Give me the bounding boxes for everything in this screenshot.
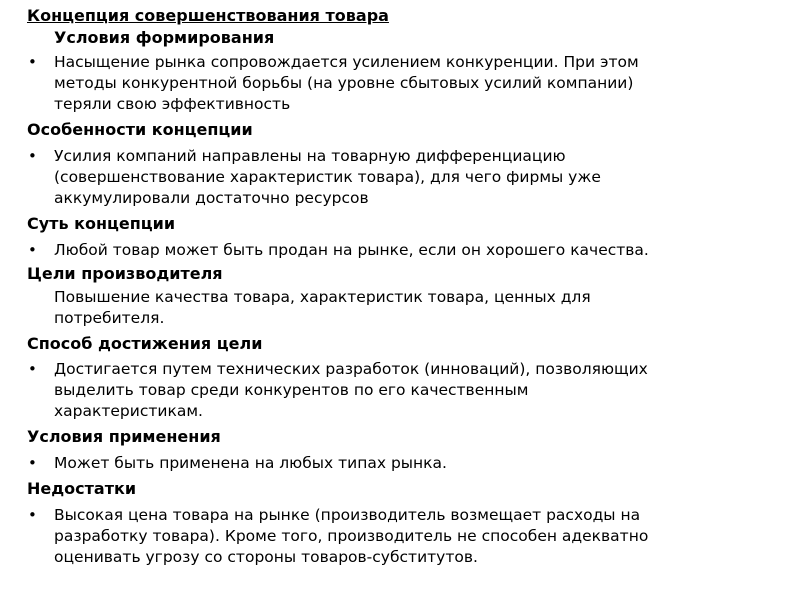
section-heading-application-conditions: Условия применения [27, 427, 221, 446]
section-heading-formation-conditions: Условия формирования [54, 28, 275, 47]
body-line: (совершенствование характеристик товара), для чего фирмы уже [54, 168, 601, 186]
body-line: выделить товар среди конкурентов по его качественным [54, 381, 529, 399]
body-line: Повышение качества товара, характеристик товара, ценных для [54, 288, 591, 306]
body-line: оценивать угрозу со стороны товаров-субститутов. [54, 548, 478, 566]
body-line: аккумулировали достаточно ресурсов [54, 189, 369, 207]
body-line: Достигается путем технических разработок (инноваций), позволяющих [54, 360, 648, 378]
bullet-icon: • [28, 454, 37, 472]
body-line: потребителя. [54, 309, 165, 327]
section-heading-producer-goals: Цели производителя [27, 264, 223, 283]
section-heading-essence: Суть концепции [27, 214, 176, 233]
body-line: Высокая цена товара на рынке (производитель возмещает расходы на [54, 506, 641, 524]
bullet-icon: • [28, 147, 37, 165]
body-line: методы конкурентной борьбы (на уровне сбытовых усилий компании) [54, 74, 634, 92]
slide-title: Концепция совершенствования товара [27, 6, 389, 25]
body-line: Насыщение рынка сопровождается усилением конкуренции. При этом [54, 53, 639, 71]
bullet-icon: • [28, 360, 37, 378]
section-heading-goal-method: Способ достижения цели [27, 334, 263, 353]
body-line: Может быть применена на любых типах рынка. [54, 454, 447, 472]
bullet-icon: • [28, 506, 37, 524]
bullet-icon: • [28, 241, 37, 259]
section-heading-drawbacks: Недостатки [27, 479, 137, 498]
body-line: разработку товара). Кроме того, производитель не способен адекватно [54, 527, 649, 545]
body-line: теряли свою эффективность [54, 95, 291, 113]
body-line: Любой товар может быть продан на рынке, если он хорошего качества. [54, 241, 649, 259]
bullet-icon: • [28, 53, 37, 71]
body-line: Усилия компаний направлены на товарную дифференциацию [54, 147, 566, 165]
body-line: характеристикам. [54, 402, 203, 420]
section-heading-features: Особенности концепции [27, 120, 253, 139]
